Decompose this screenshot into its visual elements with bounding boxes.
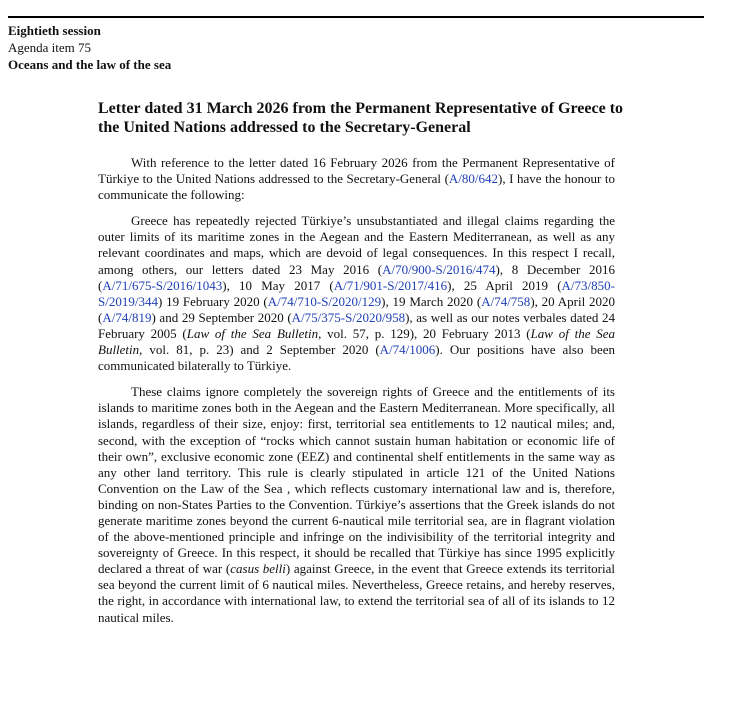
text-run: ), 19 March 2020 ( — [381, 293, 482, 309]
paragraph-1 — [98, 155, 615, 203]
text-run: ) 19 February 2020 ( — [157, 293, 268, 309]
session-label: Eightieth session — [8, 23, 101, 38]
text-run: , vol. 57, p. 129), 20 February 2013 ( — [318, 325, 531, 341]
text-run: ) against Greece, in the event that Greece extends its territorial sea beyond the current limit of 6 nautical miles. Nevertheless, Greece retains, and hereby reserves, the right, in accordance with international law, to extend the territorial sea of all of its islands to 12 nautical miles. — [98, 561, 615, 625]
document-link[interactable]: A/75/375-S/2020/958 — [291, 309, 406, 325]
text-run: , vol. 81, p. 23) and 2 September 2020 ( — [139, 342, 380, 358]
publication-title: Law of the Sea Bulletin — [98, 325, 615, 358]
text-run: With reference to the letter dated 16 February 2026 from the Permanent Representative of Türkiye to the United Nations addressed to the Secretary-General ( — [98, 155, 615, 187]
text-run: ) and 29 September 2020 ( — [151, 309, 292, 325]
document-link[interactable]: A/74/710-S/2020/129 — [267, 293, 382, 309]
text-run: ), 10 May 2017 ( — [222, 277, 334, 293]
document-link[interactable]: A/74/1006 — [379, 342, 436, 358]
publication-title: Law of the Sea Bulletin — [186, 325, 319, 341]
text-run: ), 25 April 2019 ( — [447, 277, 562, 293]
paragraph-3 — [98, 384, 615, 625]
document-link[interactable]: A/70/900-S/2016/474 — [382, 261, 496, 277]
text-run: ), as well as our notes verbales dated 24 February 2005 ( — [98, 309, 615, 341]
document-link[interactable]: A/80/642 — [448, 171, 499, 187]
letter-title: Letter dated 31 March 2026 from the Permanent Representative of Greece to the United Nations addressed to the Secretary-General — [98, 100, 624, 136]
document-link[interactable]: A/71/675-S/2016/1043 — [102, 277, 223, 293]
document-link[interactable]: A/73/850-S/2019/344 — [98, 277, 615, 309]
document-link[interactable]: A/74/819 — [102, 309, 152, 325]
document-link[interactable]: A/71/901-S/2017/416 — [333, 277, 448, 293]
document-header — [8, 22, 171, 73]
header-rule — [8, 16, 704, 18]
document-link[interactable]: A/74/758 — [481, 293, 531, 309]
paragraph-2 — [98, 213, 615, 374]
text-run: ). Our positions have also been communicated bilaterally to Türkiye. — [98, 342, 615, 374]
text-run: Greece has repeatedly rejected Türkiye’s unsubstantiated and illegal claims regarding the outer limits of its maritime zones in the Aegean and the Eastern Mediterranean, as well as any relevant coordinates and maps, which are devoid of legal consequences. In this respect I recall, among others, our letters dated 23 May 2016 ( — [98, 213, 615, 277]
text-run: ), 8 December 2016 ( — [98, 261, 615, 293]
text-run: ), 20 April 2020 ( — [98, 293, 616, 325]
text-run: ), I have the honour to communicate the following: — [98, 171, 615, 203]
latin-term: casus belli — [230, 561, 286, 577]
letter-body — [98, 155, 615, 636]
agenda-item-label: Agenda item 75 — [8, 40, 92, 55]
agenda-topic: Oceans and the law of the sea — [8, 57, 172, 72]
text-run: These claims ignore completely the sovereign rights of Greece and the entitlements of its islands to maritime zones both in the Aegean and the Eastern Mediterranean. More specifically, all islands, regardless of their size, enjoy: first, territorial sea entitlements to 12 nautical miles; and, second, with the exception of “rocks which cannot sustain human habitation or economic life of their own”, exclusive economic zone (EEZ) and continental shelf entitlements in the same way as any other land territory. This rule is clearly stipulated in article 121 of the United Nations Convention on the Law of the Sea , which reflects customary international law and is, therefore, binding on non-States Parties to the Convention. Türkiye’s assertions that the Greek islands do not generate maritime zones beyond the current 6-nautical mile territorial sea, are in flagrant violation of the above-mentioned principle and infringe on the indivisibility of the territorial integrity and sovereignty of Greece. In this respect, it should be recalled that Türkiye has since 1995 explicitly declared a threat of war ( — [98, 384, 615, 577]
